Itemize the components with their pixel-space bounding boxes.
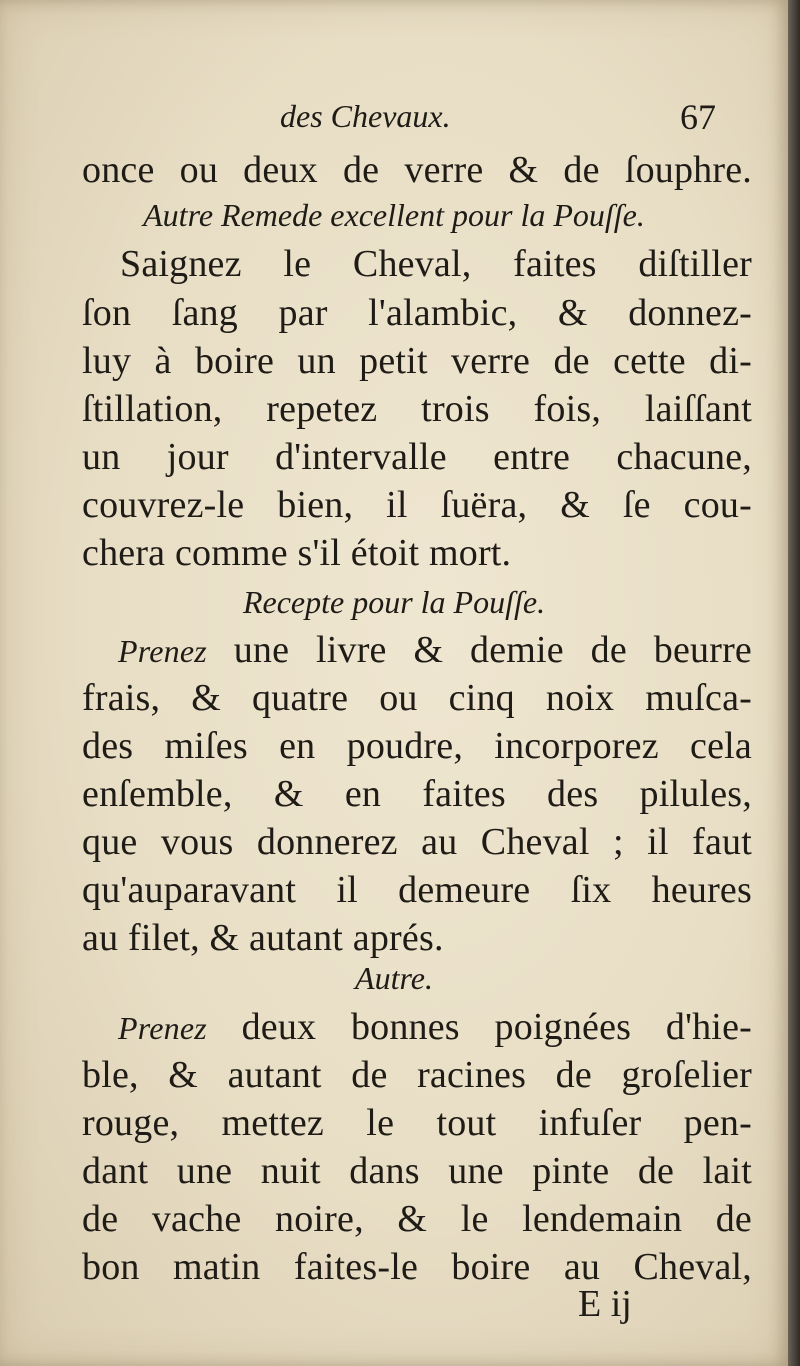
prenez-lead: Prenez bbox=[118, 633, 207, 669]
text-line bbox=[118, 1003, 752, 1052]
running-head: des Chevaux. bbox=[280, 98, 451, 134]
prenez-lead: Prenez bbox=[118, 1010, 207, 1046]
text-line: qu'auparavant il demeure ſix heures bbox=[82, 869, 752, 911]
text-line: que vous donnerez au Cheval ; il faut bbox=[82, 821, 752, 863]
text-line: ble, & autant de racines de groſelier bbox=[82, 1054, 752, 1096]
text-line-rest: une livre & demie de beurre bbox=[233, 629, 753, 671]
section-heading-autre: Autre. bbox=[355, 960, 433, 996]
page-edge-shadow bbox=[788, 0, 800, 1366]
text-line: un jour d'intervalle entre chacune, bbox=[82, 436, 752, 478]
text-line: chera comme s'il étoit mort. bbox=[82, 532, 512, 574]
text-line: ſon ſang par l'alambic, & donnez- bbox=[82, 292, 752, 334]
text-line: des miſes en poudre, incorporez cela bbox=[82, 725, 752, 767]
text-line: bon matin faites-le boire au Cheval, bbox=[82, 1246, 752, 1288]
text-line: au filet, & autant aprés. bbox=[82, 917, 444, 959]
text-line: enſemble, & en faites des pilules, bbox=[82, 773, 752, 815]
text-line: couvrez-le bien, il ſuëra, & ſe cou- bbox=[82, 484, 752, 526]
text-line: de vache noire, & le lendemain de bbox=[82, 1198, 752, 1240]
signature-mark: E ij bbox=[578, 1283, 632, 1325]
text-line: frais, & quatre ou cinq noix muſca- bbox=[82, 677, 752, 719]
text-line bbox=[118, 626, 752, 675]
text-line: luy à boire un petit verre de cette di- bbox=[82, 340, 752, 382]
text-line: rouge, mettez le tout infuſer pen- bbox=[82, 1102, 752, 1144]
text-line: ſtillation, repetez trois fois, laiſſant bbox=[82, 388, 752, 430]
section-heading-remede: Autre Remede excellent pour la Pouſſe. bbox=[143, 197, 645, 233]
text-line: Saignez le Cheval, faites diſtiller bbox=[120, 243, 752, 285]
section-heading-recepte: Recepte pour la Pouſſe. bbox=[242, 584, 546, 620]
page-number: 67 bbox=[680, 97, 716, 137]
text-line: once ou deux de verre & de ſouphre. bbox=[82, 149, 752, 191]
text-line: dant une nuit dans une pinte de lait bbox=[82, 1150, 752, 1192]
text-line-rest: deux bonnes poignées d'hie- bbox=[241, 1006, 752, 1048]
